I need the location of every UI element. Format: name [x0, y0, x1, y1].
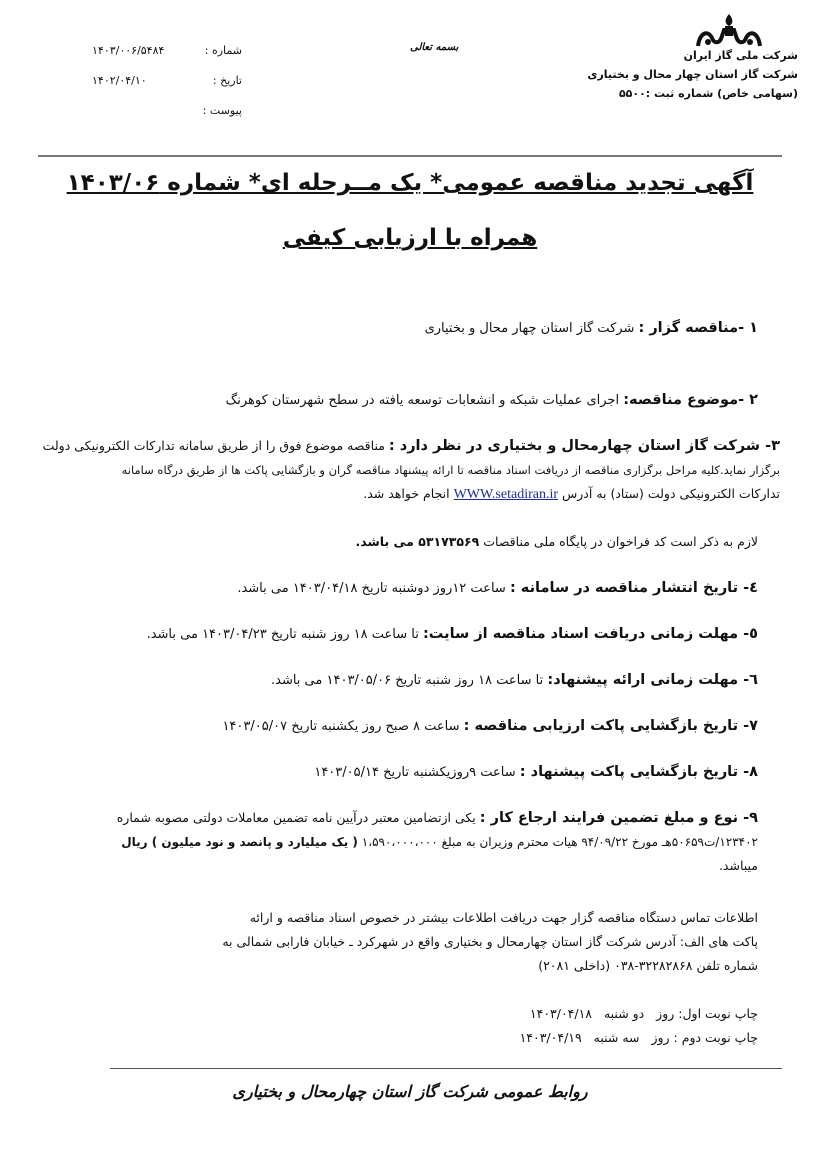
contact-line-2: پاکت های الف: آدرس شرکت گاز استان چهارمحال و بختیاری واقع در شهرکرد ـ خیابان فارابی شمالی به — [222, 934, 758, 949]
note-code: ۵۳۱۷۳۵۶۹ می باشد. — [355, 534, 480, 549]
item-6 — [40, 668, 758, 693]
item-9-text-a: یکی ازتضامین معتبر درآیین نامه تضمین معاملات دولتی مصوبه شماره — [116, 810, 476, 825]
company-line-1: شرکت ملی گاز ایران — [683, 49, 798, 62]
item-6-label: ٦- مهلت زمانی ارائه پیشنهاد: — [547, 672, 758, 688]
notice-title-line-2: همراه با ارزیابی کیفی — [282, 225, 538, 251]
item-8 — [40, 760, 758, 785]
item-1-label: ۱ -مناقصه گزار : — [638, 320, 758, 336]
first-print-day: دو شنبه — [603, 1006, 645, 1021]
number-label: شماره : — [204, 44, 242, 57]
basmala: بسمه تعالی — [410, 42, 459, 53]
item-7-label: ۷- تاریخ بازگشایی پاکت ارزیابی مناقصه : — [463, 718, 758, 734]
first-print-label: چاپ نوبت اول: روز — [656, 1006, 758, 1021]
company-logo — [694, 12, 764, 50]
company-header — [558, 46, 798, 103]
public-relations-footer: روابط عمومی شرکت گاز استان چهارمحال و بختیاری — [232, 1082, 588, 1101]
note-text: لازم به ذکر است کد فراخوان در پایگاه ملی مناقصات — [483, 534, 758, 549]
item-4 — [40, 576, 758, 601]
contact-line-3: شماره تلفن ۳۲۲۸۲۸۶۸-۰۳۸ (داخلی ۲۰۸۱) — [538, 958, 758, 973]
item-3 — [30, 434, 780, 507]
second-print-label: چاپ نوبت دوم : روز — [651, 1030, 758, 1045]
attachment-label: پیوست : — [202, 104, 242, 117]
item-8-label: ۸- تاریخ بازگشایی پاکت پیشنهاد : — [519, 764, 758, 780]
item-4-text: ساعت ۱۲روز دوشنبه تاریخ ۱۴۰۳/۰۴/۱۸ می باشد. — [237, 581, 506, 596]
item-9-text-c: میباشد. — [718, 858, 758, 873]
company-line-3: (سهامی خاص) شماره ثبت :۵۵۰۰ — [618, 87, 798, 100]
item-9-text-b: ۱۲۳۴۰۲/ت۵۰۶۵۹هـ مورخ ۹۴/۰۹/۲۲ هیات محترم وزیران به مبلغ ۱،۵۹۰،۰۰۰،۰۰۰ — [361, 835, 758, 849]
item-2-text: اجرای عملیات شبکه و انشعابات توسعه یافته در سطح شهرستان کوهرنگ — [225, 393, 620, 408]
item-3-text-c: تدارکات الکترونیکی دولت (ستاد) به آدرس — [562, 486, 780, 501]
contact-line-1: اطلاعات تماس دستگاه مناقصه گزار جهت دریافت اطلاعات بیشتر در خصوص اسناد مناقصه و ارائه — [249, 910, 758, 925]
second-print-date: ۱۴۰۳/۰۴/۱۹ — [519, 1030, 582, 1045]
item-9-amount-words: ( یک میلیارد و پانصد و نود میلیون ) ریال — [121, 835, 358, 849]
item-9-label: ۹- نوع و مبلغ تضمین فرایند ارجاع کار : — [479, 810, 758, 826]
letter-meta — [92, 36, 242, 126]
print-dates — [200, 1002, 758, 1050]
item-7-text: ساعت ۸ صبح روز یکشنبه تاریخ ۱۴۰۳/۰۵/۰۷ — [222, 719, 460, 734]
item-4-label: ٤- تاریخ انتشار مناقصه در سامانه : — [509, 580, 758, 596]
footer-divider — [110, 1068, 782, 1069]
item-1-text: شرکت گاز استان چهار محال و بختیاری — [424, 321, 635, 336]
item-8-text: ساعت ۹روزیکشنبه تاریخ ۱۴۰۳/۰۵/۱۴ — [314, 765, 516, 780]
number-value: ۱۴۰۳/۰۰۶/۵۴۸۴ — [92, 44, 165, 57]
tender-code-note — [62, 530, 758, 554]
item-6-text: تا ساعت ۱۸ روز شنبه تاریخ ۱۴۰۳/۰۵/۰۶ می باشد. — [271, 673, 544, 688]
company-line-2: شرکت گاز استان چهار محال و بختیاری — [587, 68, 798, 81]
notice-title-line-1: آگهی تجدید مناقصه عمومی* یک مــرحله ای* شماره ۱۴۰۳/۰۶ — [66, 170, 754, 196]
second-print-day: سه شنبه — [593, 1030, 640, 1045]
date-label: تاریخ : — [212, 74, 242, 87]
item-2-label: ۲ -موضوع مناقصه: — [623, 392, 758, 408]
item-2 — [40, 388, 758, 413]
item-9 — [40, 806, 758, 878]
header-divider — [38, 155, 782, 157]
item-3-text-b: برگزار نماید.کلیه مراحل برگزاری مناقصه از دریافت اسناد مناقصه تا ارائه پیشنهاد مناقصه گران و بازگشایی پاکت ها از طریق درگاه سامانه — [121, 463, 780, 477]
item-1 — [40, 316, 758, 341]
setadiran-link[interactable]: WWW.setadiran.ir — [453, 487, 559, 502]
contact-info — [60, 906, 758, 978]
item-3-text-a: مناقصه موضوع فوق را از طریق سامانه تدارکات الکترونیکی دولت — [42, 438, 385, 453]
item-3-label: ۳- شرکت گاز استان چهارمحال و بختیاری در نظر دارد : — [388, 438, 780, 454]
item-7 — [40, 714, 758, 739]
date-value: ۱۴۰۲/۰۴/۱۰ — [92, 74, 147, 87]
first-print-date: ۱۴۰۳/۰۴/۱۸ — [529, 1006, 593, 1021]
item-3-text-d: انجام خواهد شد. — [363, 486, 450, 501]
item-5-text: تا ساعت ۱۸ روز شنبه تاریخ ۱۴۰۳/۰۴/۲۳ می باشد. — [146, 627, 419, 642]
item-5 — [40, 622, 758, 647]
item-5-label: ٥- مهلت زمانی دریافت اسناد مناقصه از سایت: — [422, 626, 758, 642]
